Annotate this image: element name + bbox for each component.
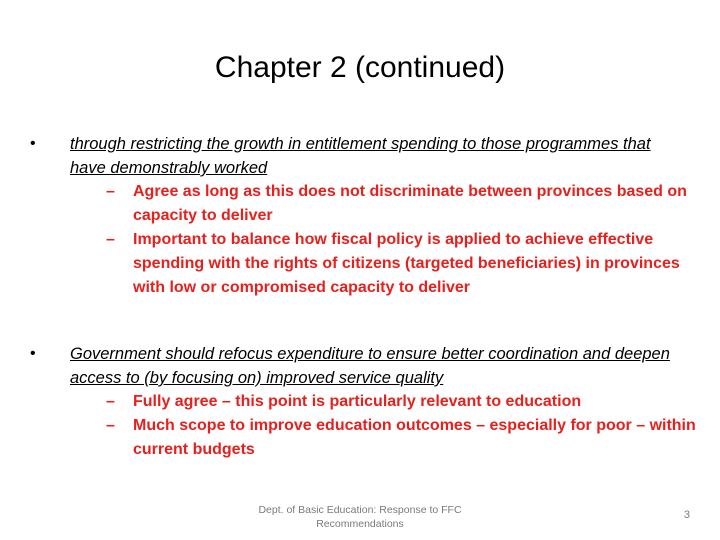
slide-footer: Dept. of Basic Education: Response to FFC Recommendations [258, 504, 462, 530]
bullet-item [30, 132, 690, 300]
sub-point-text: Agree as long as this does not discriminate between provinces based on capacity to deliver [133, 183, 687, 224]
sub-point [106, 180, 703, 228]
sub-point-text: Important to balance how fiscal policy is applied to achieve effective spending with the rights of citizens (targeted beneficiaries) in provinces with low or compromised capacity to deliver [133, 231, 680, 296]
dash-marker: – [106, 393, 115, 410]
slide-title: Chapter 2 (continued) [214, 51, 506, 84]
sub-point-text: Fully agree – this point is particularly relevant to education [133, 393, 582, 410]
sub-point [106, 390, 703, 414]
dash-marker: – [106, 183, 115, 200]
bullet-marker: • [30, 345, 36, 362]
bullet-marker: • [30, 135, 36, 152]
bullet-text: through restricting the growth in entitlement spending to those programmes that have demonstrably worked [70, 135, 651, 177]
bullet-item [30, 342, 696, 462]
dash-marker: – [106, 231, 115, 248]
sub-point-text: Much scope to improve education outcomes – especially for poor – within current budgets [133, 417, 696, 458]
sub-point [106, 228, 703, 300]
page-number: 3 [683, 509, 690, 521]
dash-marker: – [106, 417, 115, 434]
bullet-text: Government should refocus expenditure to ensure better coordination and deepen access to (by focusing on) improved service quality [70, 345, 670, 387]
sub-point [106, 414, 703, 462]
